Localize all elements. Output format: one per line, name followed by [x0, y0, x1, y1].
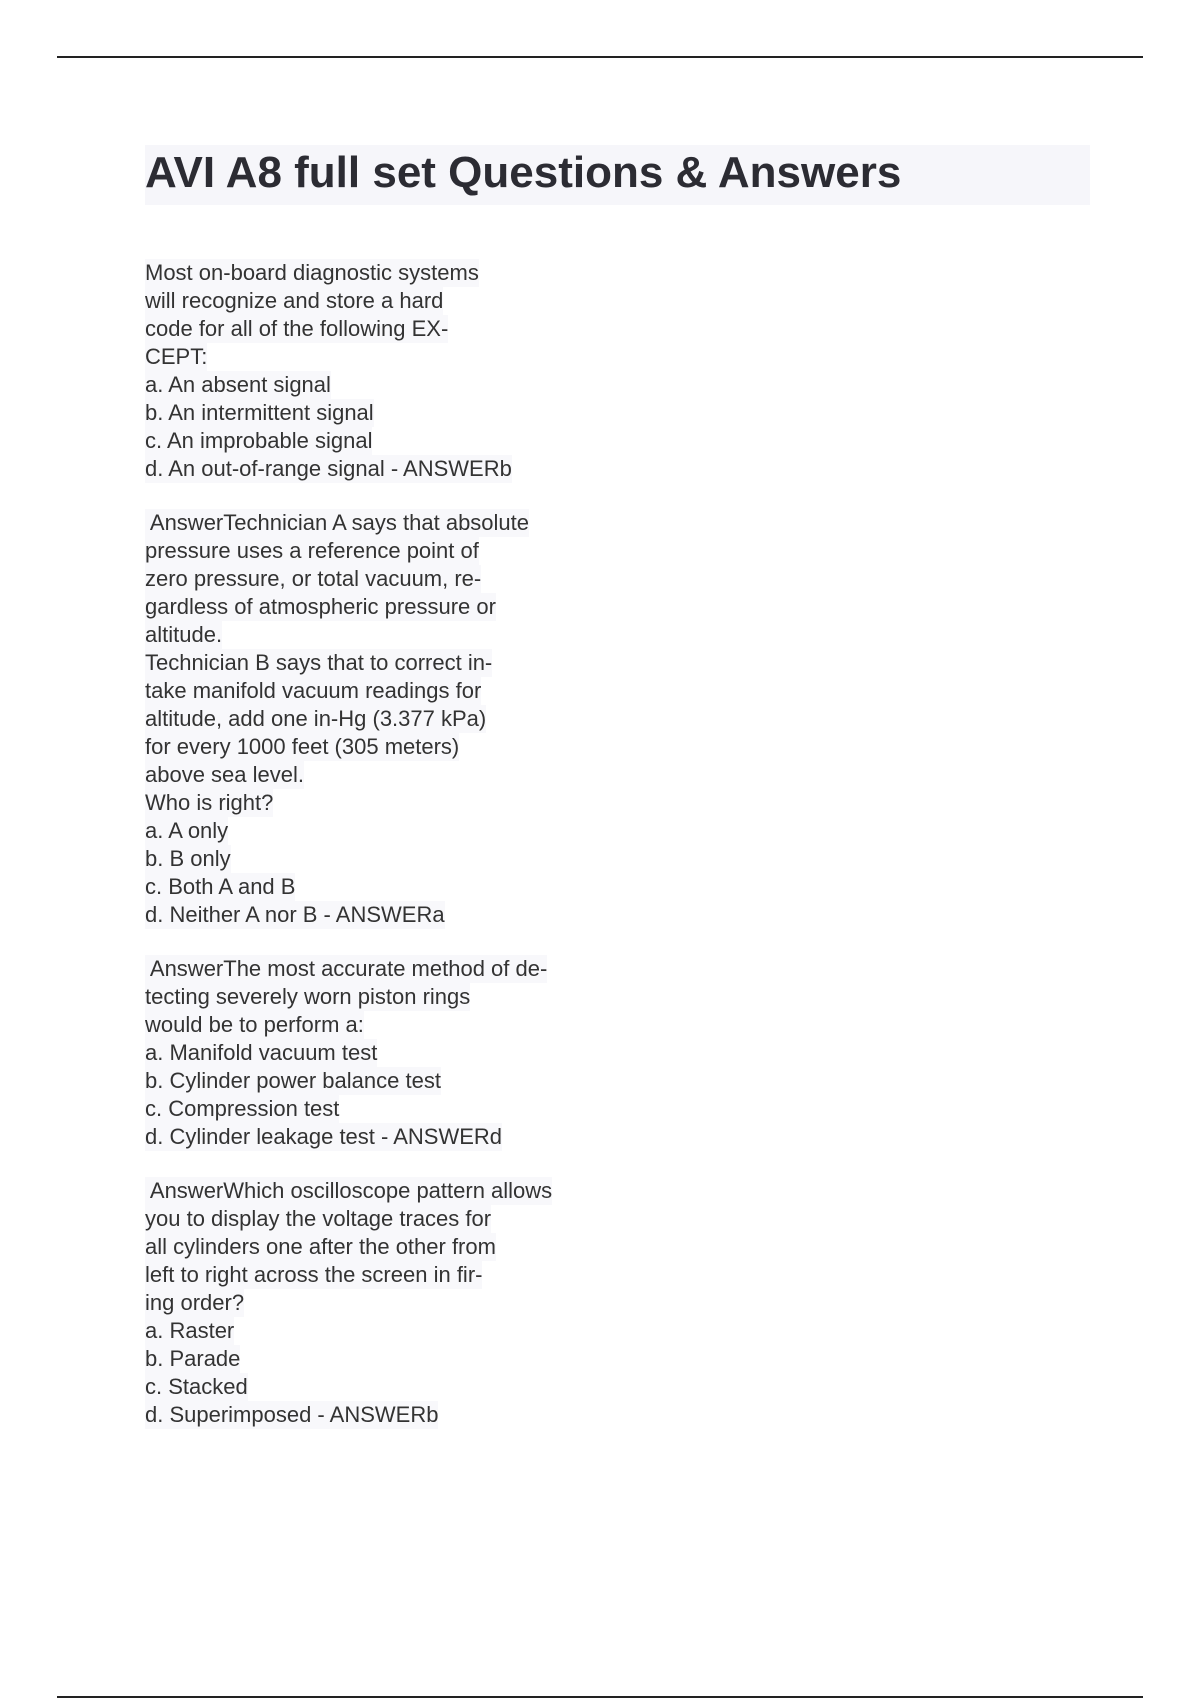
answer-option: c. Compression test	[145, 1096, 340, 1121]
answer-option: d. Superimposed - ANSWERb	[145, 1402, 439, 1427]
answer-option: b. B only	[145, 846, 231, 871]
question-line: take manifold vacuum readings for	[145, 678, 482, 703]
question-line: altitude.	[145, 622, 223, 647]
answer-option: a. An absent signal	[145, 372, 331, 397]
question-line: Who is right?	[145, 790, 274, 815]
question-line: would be to perform a:	[145, 1012, 364, 1037]
question-line: pressure uses a reference point of	[145, 538, 479, 563]
question-line: will recognize and store a hard	[145, 288, 444, 313]
answer-option: d. An out-of-range signal - ANSWERb	[145, 456, 512, 481]
answer-option: b. Parade	[145, 1346, 241, 1371]
question-line: for every 1000 feet (305 meters)	[145, 734, 460, 759]
answer-option: b. An intermittent signal	[145, 400, 374, 425]
question-line: code for all of the following EX-	[145, 316, 449, 341]
answer-option: a. A only	[145, 818, 229, 843]
question-line: AnswerWhich oscilloscope pattern allows	[145, 1178, 553, 1203]
question-line: tecting severely worn piston rings	[145, 984, 471, 1009]
top-rule	[57, 56, 1143, 58]
answer-option: c. Both A and B	[145, 874, 296, 899]
question-block-3	[145, 955, 1090, 1151]
question-line: zero pressure, or total vacuum, re-	[145, 566, 482, 591]
question-line: CEPT:	[145, 344, 208, 369]
answer-option: d. Cylinder leakage test - ANSWERd	[145, 1124, 503, 1149]
answer-option: c. An improbable signal	[145, 428, 373, 453]
document-title: AVI A8 full set Questions & Answers	[145, 145, 1090, 205]
document-body	[145, 145, 1090, 1455]
question-line: ing order?	[145, 1290, 245, 1315]
question-line: above sea level.	[145, 762, 304, 787]
bottom-rule	[57, 1696, 1143, 1698]
answer-option: a. Raster	[145, 1318, 235, 1343]
answer-option: a. Manifold vacuum test	[145, 1040, 378, 1065]
question-block-1	[145, 259, 1090, 483]
question-line: Most on-board diagnostic systems	[145, 260, 479, 285]
question-line: Technician B says that to correct in-	[145, 650, 493, 675]
question-line: gardless of atmospheric pressure or	[145, 594, 496, 619]
question-line: altitude, add one in-Hg (3.377 kPa)	[145, 706, 487, 731]
question-line: you to display the voltage traces for	[145, 1206, 492, 1231]
answer-option: c. Stacked	[145, 1374, 248, 1399]
question-line: all cylinders one after the other from	[145, 1234, 496, 1259]
answer-option: b. Cylinder power balance test	[145, 1068, 441, 1093]
answer-option: d. Neither A nor B - ANSWERa	[145, 902, 445, 927]
question-block-4	[145, 1177, 1090, 1429]
question-line: AnswerThe most accurate method of de-	[145, 956, 548, 981]
question-line: AnswerTechnician A says that absolute	[145, 510, 530, 535]
question-list	[145, 259, 1090, 1429]
question-block-2	[145, 509, 1090, 929]
question-line: left to right across the screen in fir-	[145, 1262, 483, 1287]
